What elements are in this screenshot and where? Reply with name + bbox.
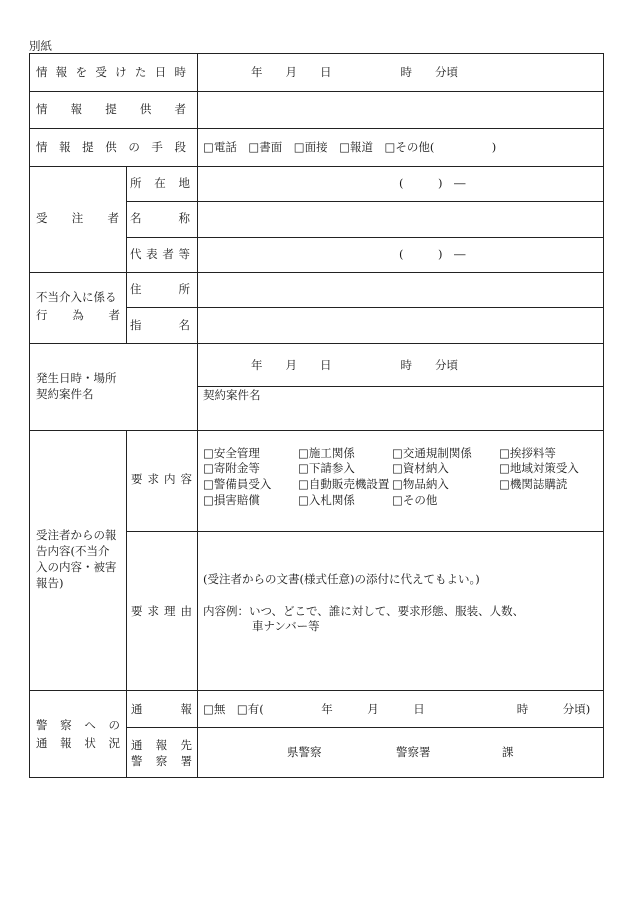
column-divider bbox=[197, 54, 198, 777]
request-option-checkbox[interactable]: □安全管理 bbox=[203, 446, 260, 460]
attachment-label: 別紙 bbox=[29, 39, 52, 53]
occurrence-label-line1: 発生日時・場所 bbox=[36, 371, 117, 385]
contractor-rep-label: 代 表 者 等 bbox=[130, 247, 190, 261]
row-divider bbox=[30, 166, 603, 167]
report-form bbox=[29, 53, 604, 778]
request-option-checkbox[interactable]: □機関誌購読 bbox=[499, 477, 568, 491]
contractor-name-label: 名 称 bbox=[130, 211, 190, 225]
row-divider bbox=[30, 430, 603, 431]
occurrence-label-line2: 契約案件名 bbox=[36, 387, 94, 401]
interferer-address-label: 住 所 bbox=[130, 282, 190, 296]
report-label-line3: 入の内容・被害 bbox=[36, 560, 117, 574]
report-label-line1: 受注者からの報 bbox=[36, 528, 117, 542]
row-divider bbox=[30, 343, 603, 344]
notify-options[interactable]: □無 □有( 年 月 日 時 分頃) bbox=[203, 702, 591, 716]
request-option-checkbox[interactable]: □挨拶料等 bbox=[499, 446, 556, 460]
request-option-checkbox[interactable]: □交通規制関係 bbox=[392, 446, 472, 460]
example-line2: 車ナンバー等 bbox=[252, 619, 320, 633]
request-option-checkbox[interactable]: □その他 bbox=[392, 493, 438, 507]
request-option-checkbox[interactable]: □損害賠償 bbox=[203, 493, 260, 507]
contractor-location-label: 所 在 地 bbox=[130, 176, 190, 190]
request-option-checkbox[interactable]: □地域対策受入 bbox=[499, 461, 579, 475]
row-divider bbox=[197, 386, 603, 387]
request-option-checkbox[interactable]: □寄附金等 bbox=[203, 461, 260, 475]
police-prefecture[interactable]: 県警察 bbox=[287, 745, 322, 759]
date-received-label: 情 報 を 受 け た 日 時 bbox=[36, 65, 186, 79]
contractor-label: 受 注 者 bbox=[36, 211, 119, 225]
row-divider bbox=[30, 91, 603, 92]
report-label-line2: 告内容(不当介 bbox=[36, 544, 110, 558]
row-divider bbox=[30, 128, 603, 129]
contractor-location-tel[interactable]: ( ) ― bbox=[399, 176, 466, 190]
provider-label: 情 報 提 供 者 bbox=[36, 102, 186, 116]
police-section[interactable]: 課 bbox=[502, 745, 514, 759]
column-divider bbox=[126, 166, 127, 343]
police-station[interactable]: 警察署 bbox=[396, 745, 431, 759]
occurrence-date-value[interactable]: 年 月 日 時 分頃 bbox=[251, 358, 458, 372]
means-options[interactable]: □電話 □書面 □面接 □報道 □その他( ) bbox=[203, 140, 497, 154]
request-option-checkbox[interactable]: □入札関係 bbox=[298, 493, 355, 507]
interferer-label-line1: 不当介入に係る bbox=[36, 290, 117, 304]
request-option-checkbox[interactable]: □物品納入 bbox=[392, 477, 449, 491]
police-label-line1: 警 察 へ の bbox=[36, 718, 120, 732]
request-option-checkbox[interactable]: □施工関係 bbox=[298, 446, 355, 460]
request-option-checkbox[interactable]: □下請参入 bbox=[298, 461, 355, 475]
police-label-line2: 通 報 状 況 bbox=[36, 736, 120, 750]
destination-label-line1: 通 報 先 bbox=[131, 738, 192, 752]
means-label: 情 報 提 供 の 手 段 bbox=[36, 140, 186, 154]
request-option-checkbox[interactable]: □資材納入 bbox=[392, 461, 449, 475]
notify-label: 通 報 bbox=[131, 702, 192, 716]
report-label-line4: 報告) bbox=[36, 576, 64, 590]
interferer-label-line2: 行 為 者 bbox=[36, 308, 120, 322]
column-divider bbox=[126, 430, 127, 777]
request-option-checkbox[interactable]: □自動販売機設置 bbox=[298, 477, 390, 491]
contract-name-field[interactable]: 契約案件名 bbox=[203, 388, 261, 402]
destination-label-line2: 警 察 署 bbox=[131, 754, 192, 768]
request-reason-label: 要 求 理 由 bbox=[131, 604, 192, 618]
report-note: (受注者からの文書(様式任意)の添付に代えてもよい。) bbox=[203, 572, 480, 586]
request-content-label: 要 求 内 容 bbox=[131, 472, 192, 486]
row-divider bbox=[30, 272, 603, 273]
date-received-value[interactable]: 年 月 日 時 分頃 bbox=[251, 65, 458, 79]
contractor-rep-tel[interactable]: ( ) ― bbox=[399, 247, 466, 261]
request-option-checkbox[interactable]: □警備員受入 bbox=[203, 477, 272, 491]
row-divider bbox=[30, 690, 603, 691]
interferer-name-label: 指 名 bbox=[130, 318, 190, 332]
example-line1: 内容例：いつ、どこで、誰に対して、要求形態、服装、人数、 bbox=[203, 604, 525, 618]
